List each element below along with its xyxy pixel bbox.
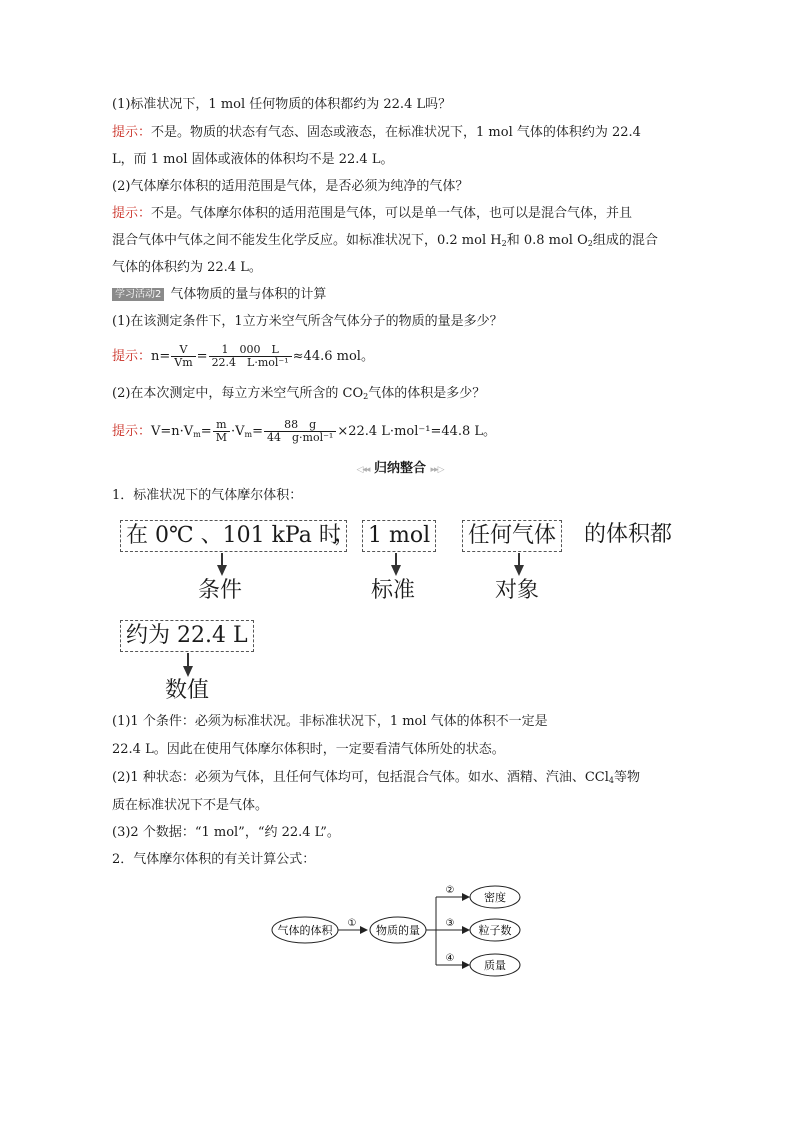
question-2: (2)气体摩尔体积的适用范围是气体，是否必须为纯净的气体？	[112, 179, 469, 194]
label-value: 数值	[165, 678, 210, 703]
note-3: (3)2 个数据：“1 mol”，“约 22.4 L”。	[112, 825, 340, 840]
answer-3: 提示：n= $\frac{V}{Vm}$ = $\frac{1 000 L}{\text{22.4 L·mol⁻¹}}$ ≈44.6 mol。	[112, 343, 374, 369]
question-4: (2)在本次测定中，每立方米空气所含的 $CO_2$气体的体积是多少？	[112, 386, 486, 401]
note-1-line-1: (1)1 个条件：必须为标准状况。非标准状况下，1 mol 气体的体积不一定是	[112, 714, 548, 729]
mark-1: ①	[347, 918, 357, 929]
note-2-line-2: 质在标准状况下不是气体。	[112, 798, 269, 813]
node-particles: 粒子数	[478, 924, 512, 937]
label-object: 对象	[495, 578, 540, 603]
section-title: 归纳整合	[373, 461, 426, 476]
activity-heading	[112, 286, 687, 304]
formula-diagram	[270, 880, 530, 980]
answer-2-line-1: 提示：不是。气体摩尔体积的适用范围是气体，可以是单一气体，也可以是混合气体，并且	[112, 206, 633, 221]
standard-box: 1 mol	[362, 520, 436, 552]
volume-text: 的体积都	[584, 522, 673, 547]
node-volume: 气体的体积	[277, 924, 333, 937]
fraction-mass: $\frac{88 g}{\text{44 g·mol⁻¹}}$	[264, 419, 336, 444]
answer-2-line-2: 混合气体中气体之间不能发生化学反应。如标准状况下，0.2 mol $H_2$和 0.8 mol $O_2$组成的混合	[112, 233, 658, 248]
fraction-v-over-vm: $\frac{V}{Vm}$	[171, 344, 195, 369]
mark-4: ④	[445, 953, 455, 964]
note-1-line-2: 22.4 L。因此在使用气体摩尔体积时，一定要看清气体所处的状态。	[112, 742, 505, 757]
activity-tag: 学习活动2	[112, 288, 164, 301]
comma: ，	[334, 522, 357, 547]
object-box: 任何气体	[462, 520, 562, 552]
answer-2-line-3: 气体的体积约为 22.4 L。	[112, 260, 262, 275]
note-2-line-1: (2)1 种状态：必须为气体，且任何气体均可，包括混合气体。如水、酒精、汽油、CCl$_4$等物	[112, 770, 640, 785]
point-2-title: 2．气体摩尔体积的有关计算公式：	[112, 852, 316, 867]
hint-label: 提示：	[112, 424, 152, 439]
arrow-down-icon	[217, 565, 227, 576]
arrow-down-icon	[514, 565, 524, 576]
left-arrows-icon: ◁◂◂	[356, 465, 370, 475]
node-mass: 质量	[484, 959, 506, 972]
point-1-title: 1．标准状况下的气体摩尔体积：	[112, 488, 303, 503]
hint-label: 提示：	[112, 125, 152, 140]
hint-label: 提示：	[112, 349, 152, 364]
label-standard: 标准	[371, 578, 416, 603]
section-heading	[330, 457, 470, 476]
label-condition: 条件	[198, 578, 243, 603]
right-arrows-icon: ▸▸▷	[430, 465, 444, 475]
node-density: 密度	[484, 891, 506, 904]
activity-title: 气体物质的量与体积的计算	[170, 287, 327, 302]
value-box: 约为 22.4 L	[120, 620, 254, 652]
condition-box: 在 0℃ 、101 kPa 时	[120, 520, 347, 552]
question-1: (1)标准状况下，1 mol 任何物质的体积都约为 22.4 L吗？	[112, 97, 452, 112]
answer-1-line-1: 提示：不是。物质的状态有气态、固态或液态，在标准状况下，1 mol 气体的体积约为 22.4	[112, 125, 641, 140]
arrow-down-icon	[391, 565, 401, 576]
mark-3: ③	[445, 918, 455, 929]
hint-label: 提示：	[112, 206, 152, 221]
fraction-volume: $\frac{1 000 L}{\text{22.4 L·mol⁻¹}}$	[209, 344, 292, 369]
answer-1-line-2: L，而 1 mol 固体或液体的体积均不是 22.4 L。	[112, 152, 394, 167]
fraction-m-over-M: $\frac{m}{M}$	[213, 419, 230, 444]
answer-4: 提示：$V=n\cdot V_m=$ $\frac{m}{M}$ $\cdot V_m=$ $\frac{88 g}{\text{44 g·mol⁻¹}}$ ×22.4 L·mol⁻¹=44.8 L。	[112, 418, 497, 444]
node-amount: 物质的量	[376, 924, 420, 937]
mark-2: ②	[445, 885, 455, 896]
question-3: (1)在该测定条件下，1立方米空气所含气体分子的物质的量是多少？	[112, 314, 503, 329]
